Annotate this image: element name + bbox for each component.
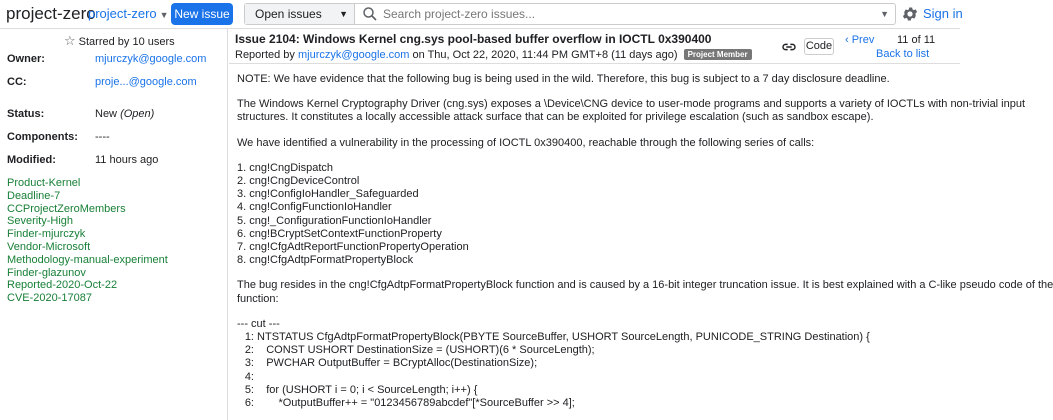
paragraph bbox=[237, 98, 1026, 124]
code-text: PWCHAR OutputBuffer = BCryptAlloc(DestinationSize); bbox=[254, 357, 538, 370]
project-member-badge: Project Member bbox=[684, 49, 752, 60]
modified-value: 11 hours ago bbox=[95, 154, 159, 166]
paragraph-line: The Windows Kernel Cryptography Driver (cng.sys) exposes a \Device\CNG device to user-mode programs and supports a variety of IOCTLs with non-trivial input bbox=[237, 98, 1026, 111]
search-input[interactable] bbox=[383, 5, 873, 23]
issue-metadata-sidebar bbox=[0, 29, 228, 420]
search-bar bbox=[244, 3, 896, 25]
components-row bbox=[7, 131, 222, 145]
components-value: ---- bbox=[95, 131, 110, 143]
new-issue-button[interactable]: New issue bbox=[171, 3, 233, 25]
list-item: 6. cng!BCryptSetContextFunctionProperty bbox=[237, 227, 442, 240]
star-outline-icon[interactable]: ☆ bbox=[64, 33, 76, 48]
list-item: 4. cng!ConfigFunctionIoHandler bbox=[237, 201, 392, 214]
code-line bbox=[237, 331, 953, 344]
components-key: Components: bbox=[7, 131, 78, 143]
gear-icon[interactable] bbox=[901, 5, 919, 23]
code-text: CONST USHORT DestinationSize = (USHORT)(6 * SourceLength); bbox=[254, 344, 595, 357]
owner-row bbox=[7, 53, 222, 67]
project-title[interactable]: project-zero bbox=[6, 4, 96, 23]
label-item[interactable]: Finder-mjurczyk bbox=[7, 228, 86, 241]
chevron-down-icon: ▼ bbox=[159, 10, 169, 20]
owner-value[interactable]: mjurczyk@google.com bbox=[95, 53, 207, 65]
project-selector-label: project-zero bbox=[88, 6, 157, 21]
list-item: 3. cng!ConfigIoHandler_Safeguarded bbox=[237, 188, 419, 201]
modified-row bbox=[7, 154, 222, 168]
line-number: 4: bbox=[244, 370, 254, 383]
paragraph: We have identified a vulnerability in the processing of IOCTL 0x390400, reachable through the following series of calls: bbox=[237, 136, 815, 149]
label-item[interactable]: Vendor-Microsoft bbox=[7, 240, 91, 253]
top-bar bbox=[0, 0, 963, 29]
call-list bbox=[237, 162, 953, 268]
code-line bbox=[237, 357, 953, 370]
issue-description bbox=[237, 73, 1053, 410]
code-line bbox=[237, 344, 953, 357]
label-item[interactable]: Product-Kernel bbox=[7, 177, 81, 189]
label-item[interactable]: Reported-2020-Oct-22 bbox=[7, 279, 118, 292]
prev-issue-link[interactable]: ‹ Prev bbox=[845, 34, 875, 46]
cc-key: CC: bbox=[7, 76, 27, 88]
line-number: 3: bbox=[244, 357, 254, 370]
status-value bbox=[95, 108, 154, 120]
paragraph-line: The bug resides in the cng!CfgAdtpFormatPropertyBlock function and is caused by a 16-bit integer truncation issue. It is best explained with a C-like pseudo code of the bbox=[237, 279, 1053, 292]
cut-marker: --- cut --- bbox=[237, 317, 280, 330]
status-text: New bbox=[95, 108, 118, 120]
back-to-list-link[interactable]: Back to list bbox=[876, 48, 930, 60]
list-item: 7. cng!CfgAdtReportFunctionPropertyOperation bbox=[237, 241, 469, 254]
star-count bbox=[64, 33, 175, 49]
code-line bbox=[237, 384, 953, 397]
status-row bbox=[7, 108, 222, 122]
modified-key: Modified: bbox=[7, 154, 56, 166]
issue-title: Issue 2104: Windows Kernel cng.sys pool-based buffer overflow in IOCTL 0x390400 bbox=[235, 32, 712, 46]
search-options-chevron-down-icon[interactable]: ▼ bbox=[880, 9, 889, 19]
line-number: 5: bbox=[244, 383, 254, 396]
label-list bbox=[7, 177, 222, 305]
issue-main bbox=[229, 29, 1053, 420]
list-item: 5. cng!_ConfigurationFunctionIoHandler bbox=[237, 214, 432, 227]
project-selector[interactable] bbox=[88, 6, 169, 21]
label-item[interactable]: Deadline-7 bbox=[7, 189, 61, 202]
paragraph bbox=[237, 279, 1053, 305]
reported-date: on Thu, Oct 22, 2020, 11:44 PM GMT+8 (11 days ago) bbox=[412, 49, 678, 61]
reporter-link[interactable]: mjurczyk@google.com bbox=[298, 49, 410, 61]
starred-text: Starred by 10 users bbox=[78, 36, 175, 48]
issue-scope-value: Open issues bbox=[255, 7, 322, 21]
label-item[interactable]: Methodology-manual-experiment bbox=[7, 253, 168, 266]
list-item: 8. cng!CfgAdtpFormatPropertyBlock bbox=[237, 254, 414, 267]
code-line bbox=[237, 371, 953, 384]
sign-in-link[interactable]: Sign in bbox=[923, 6, 963, 21]
paragraph-line: structures. It constitutes a locally accessible attack surface that can be exploited for privilege escalation (such as sandbox escape). bbox=[237, 111, 874, 124]
label-item[interactable]: CCProjectZeroMembers bbox=[7, 202, 126, 215]
line-number: 6: bbox=[244, 397, 254, 410]
label-item[interactable]: Severity-High bbox=[7, 215, 74, 228]
status-state: (Open) bbox=[120, 108, 155, 120]
paragraph: NOTE: We have evidence that the following bug is being used in the wild. Therefore, this bug is subject to a 7 day disclosure deadline. bbox=[237, 73, 890, 85]
list-item: 1. cng!CngDispatch bbox=[237, 161, 333, 174]
line-number: 2: bbox=[244, 344, 254, 357]
reported-line bbox=[235, 49, 752, 61]
search-icon bbox=[361, 5, 379, 23]
code-line bbox=[237, 397, 953, 410]
issue-scope-select[interactable] bbox=[245, 4, 355, 24]
owner-key: Owner: bbox=[7, 53, 45, 65]
issue-header bbox=[229, 29, 960, 64]
reported-prefix: Reported by bbox=[235, 49, 295, 61]
code-text: *OutputBuffer++ = "0123456789abcdef"[*SourceBuffer >> 4]; bbox=[254, 397, 575, 410]
line-number: 1: bbox=[244, 331, 254, 344]
label-item[interactable]: Finder-glazunov bbox=[7, 266, 86, 279]
chevron-down-icon: ▼ bbox=[339, 9, 348, 19]
code-text: NTSTATUS CfgAdtpFormatPropertyBlock(PBYTE SourceBuffer, USHORT SourceLength, PUNICODE_STRING Destination) { bbox=[254, 331, 870, 344]
paragraph-line: function: bbox=[237, 292, 279, 305]
code-button[interactable]: Code bbox=[804, 38, 834, 55]
code-text: for (USHORT i = 0; i < SourceLength; i++) { bbox=[254, 383, 478, 396]
link-icon[interactable] bbox=[781, 39, 797, 55]
label-item[interactable]: CVE-2020-17087 bbox=[7, 292, 93, 305]
cc-row bbox=[7, 76, 222, 90]
issue-position: 11 of 11 bbox=[897, 34, 936, 46]
list-item: 2. cng!CngDeviceControl bbox=[237, 175, 360, 188]
status-key: Status: bbox=[7, 108, 45, 120]
cc-value[interactable]: proje...@google.com bbox=[95, 76, 197, 88]
code-block bbox=[237, 318, 953, 410]
